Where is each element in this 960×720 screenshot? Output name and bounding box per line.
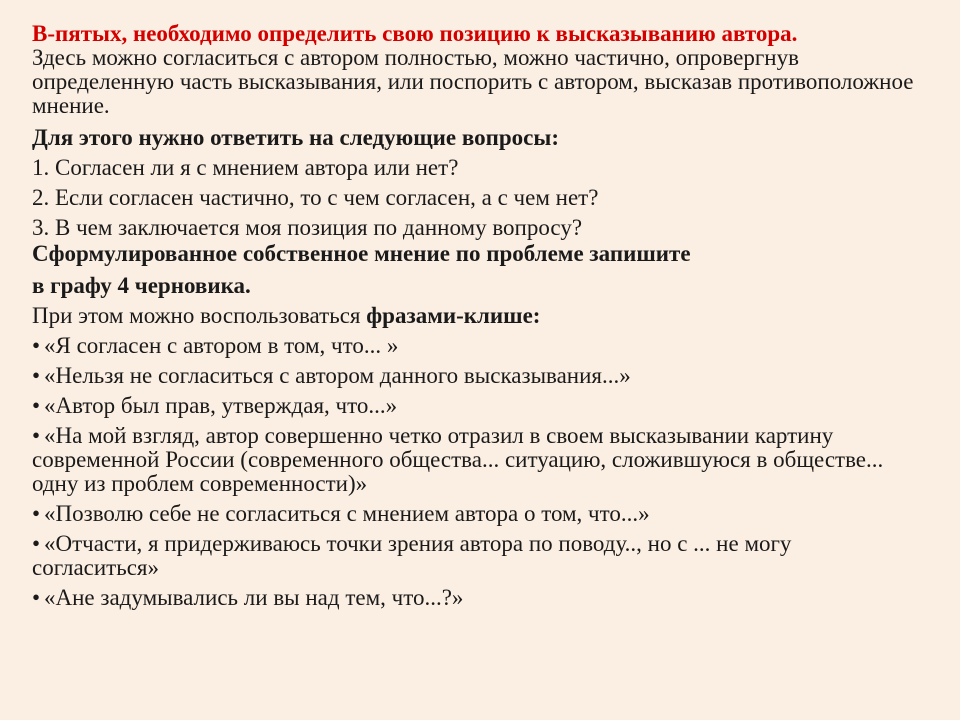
cliche-text: «Отчасти, я придерживаюсь точки зрения автора по поводу.., но с ... не могу согласиться» [32, 531, 792, 580]
cliche-item [32, 586, 920, 610]
cliche-text: «На мой взгляд, автор совершенно четко отразил в своем высказывании картину современной России (современного общества... ситуацию, сложившуюся в обществе... одну из проблем современности)» [32, 423, 884, 496]
bullet-icon: • [32, 531, 41, 556]
instruction-line-1: Сформулированное собственное мнение по проблеме запишите [32, 241, 691, 266]
cliche-item [32, 502, 920, 526]
bullet-icon: • [32, 423, 41, 448]
cliche-item [32, 364, 920, 388]
cliches-lead-bold: фразами-клише: [366, 303, 541, 328]
cliche-item [32, 532, 920, 580]
cliche-text: «Нельзя не согласиться с автором данного высказывания...» [44, 363, 631, 388]
cliches-lead [32, 304, 920, 328]
cliche-item [32, 334, 920, 358]
question-item: 2. Если согласен частично, то с чем согласен, а с чем нет? [32, 185, 599, 210]
instruction-line-2: в графу 4 черновика. [32, 273, 251, 298]
questions-title: Для этого нужно ответить на следующие вопросы: [32, 125, 559, 150]
bullet-icon: • [32, 501, 41, 526]
cliche-text: «Автор был прав, утверждая, что...» [44, 393, 398, 418]
cliche-item [32, 424, 920, 496]
question-item: 3. В чем заключается моя позиция по данному вопросу? [32, 215, 583, 240]
cliche-text: «Я согласен с автором в том, что... » [44, 333, 399, 358]
cliche-item [32, 394, 920, 418]
bullet-icon: • [32, 333, 41, 358]
intro-heading: В-пятых, необходимо определить свою позицию к высказыванию автора. [32, 21, 798, 46]
cliche-text: «Позволю себе не согласиться с мнением автора о том, что...» [44, 501, 650, 526]
bullet-icon: • [32, 585, 41, 610]
cliche-text: «Ане задумывались ли вы над тем, что...?» [44, 585, 464, 610]
intro-paragraph [32, 22, 920, 118]
intro-body: Здесь можно согласиться с автором полностью, можно частично, опровергнув определенную часть высказывания, или поспорить с автором, высказав противоположное мнение. [32, 45, 914, 118]
question-item: 1. Согласен ли я с мнением автора или нет? [32, 155, 459, 180]
bullet-icon: • [32, 393, 41, 418]
bullet-icon: • [32, 363, 41, 388]
cliches-lead-text: При этом можно воспользоваться [32, 303, 367, 328]
